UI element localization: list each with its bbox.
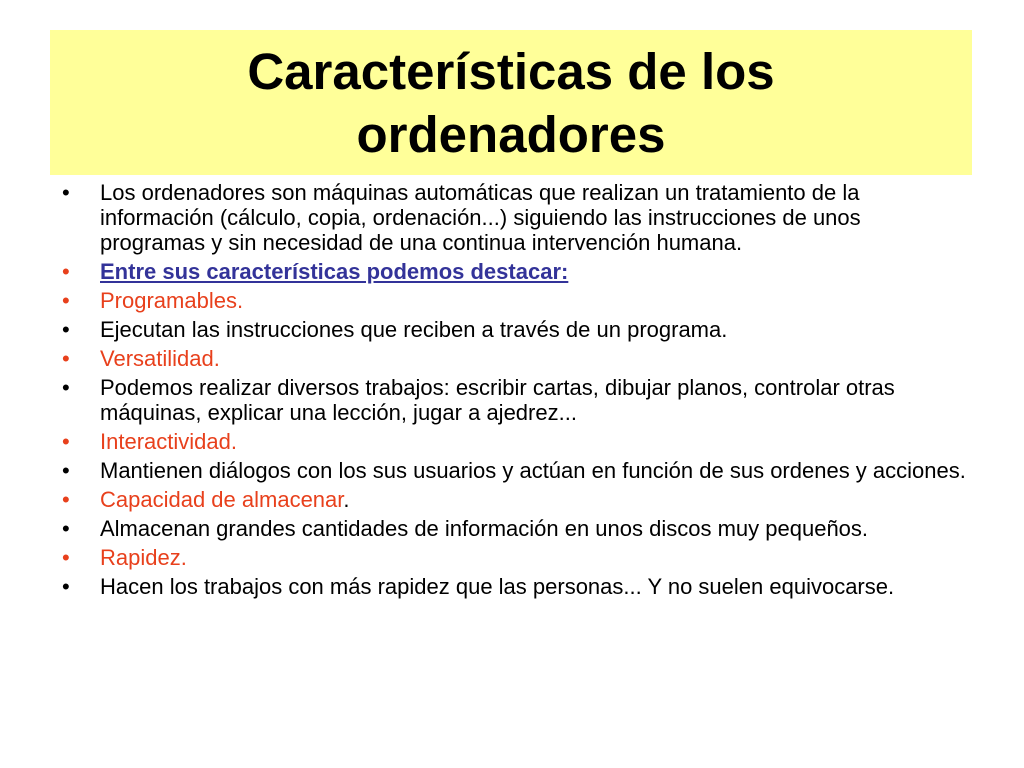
bullet-item-rapidez xyxy=(62,545,967,570)
bullet-text: Entre sus características podemos destacar: xyxy=(100,259,569,284)
bullet-text: Hacen los trabajos con más rapidez que las personas... Y no suelen equivocarse. xyxy=(100,574,895,599)
bullet-list xyxy=(62,180,967,603)
bullet-item-programables-desc xyxy=(62,317,967,342)
bullet-text-tail: . xyxy=(343,487,350,512)
bullet-item-rapidez-desc xyxy=(62,574,967,599)
bullet-icon: • xyxy=(62,375,70,400)
bullet-item-definition xyxy=(62,180,967,255)
bullet-item-versatilidad-desc xyxy=(62,375,967,425)
title-box xyxy=(50,30,972,175)
slide-title: Características de los ordenadores xyxy=(247,42,775,163)
bullet-icon: • xyxy=(62,288,70,313)
bullet-icon: • xyxy=(62,574,70,599)
bullet-text: Versatilidad. xyxy=(100,346,220,371)
bullet-text: Mantienen diálogos con los sus usuarios y actúan en función de sus ordenes y acciones. xyxy=(100,458,966,483)
bullet-text: Almacenan grandes cantidades de información en unos discos muy pequeños. xyxy=(100,516,869,541)
bullet-text: Rapidez. xyxy=(100,545,187,570)
bullet-item-versatilidad xyxy=(62,346,967,371)
bullet-text: Programables. xyxy=(100,288,244,313)
bullet-icon: • xyxy=(62,346,70,371)
bullet-text: Interactividad. xyxy=(100,429,237,454)
bullet-icon: • xyxy=(62,317,70,342)
bullet-icon: • xyxy=(62,545,70,570)
bullet-text: Podemos realizar diversos trabajos: escribir cartas, dibujar planos, controlar otras máquinas, explicar una lección, jugar a ajedrez... xyxy=(100,375,895,425)
bullet-text: Ejecutan las instrucciones que reciben a través de un programa. xyxy=(100,317,728,342)
bullet-text: Los ordenadores son máquinas automáticas que realizan un tratamiento de la información (cálculo, copia, ordenación...) siguiendo las instrucciones de unos programas y sin necesidad de una continua intervención humana. xyxy=(100,180,861,255)
bullet-text: Capacidad de almacenar xyxy=(100,487,344,512)
bullet-item-almacenar xyxy=(62,487,967,512)
bullet-icon: • xyxy=(62,458,70,483)
bullet-icon: • xyxy=(62,487,70,512)
bullet-item-interactividad xyxy=(62,429,967,454)
bullet-item-programables xyxy=(62,288,967,313)
bullet-item-almacenar-desc xyxy=(62,516,967,541)
bullet-icon: • xyxy=(62,259,70,284)
bullet-icon: • xyxy=(62,516,70,541)
bullet-icon: • xyxy=(62,180,70,205)
bullet-item-interactividad-desc xyxy=(62,458,967,483)
bullet-icon: • xyxy=(62,429,70,454)
bullet-item-features-heading xyxy=(62,259,967,284)
